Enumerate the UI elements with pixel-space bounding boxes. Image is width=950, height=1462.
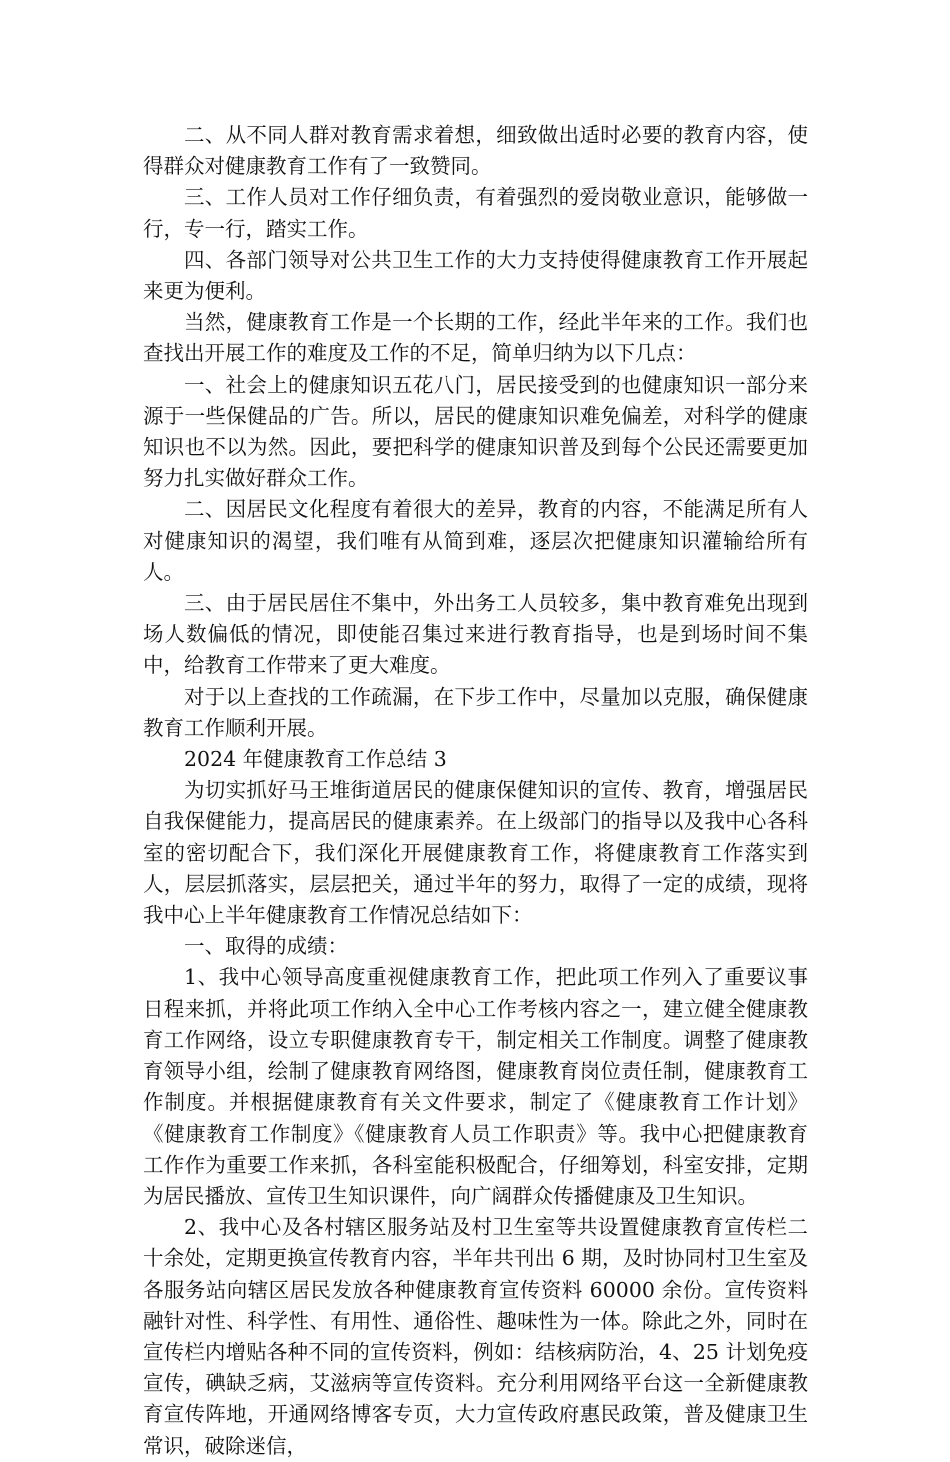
paragraph-shortcoming-2: 二、因居民文化程度有着很大的差异，教育的内容，不能满足所有人对健康知识的渴望，我们唯有从简到难，逐层次把健康知识灌输给所有人。 (143, 497, 808, 584)
paragraph-item-2: 2、我中心及各村辖区服务站及村卫生室等共设置健康教育宣传栏二十余处，定期更换宣传教育内容，半年共刊出 6 期，及时协同村卫生室及各服务站向辖区居民发放各种健康教育宣传资料 60000 余份。宣传资料融针对性、科学性、有用性、通俗性、趣味性为一体。除此之外，同时在宣传栏内增贴各种不同的宣传资料，例如：结核病防治，4、25 计划免疫宣传，碘缺乏病，艾滋病等宣传资料。充分利用网络平台这一全新健康教育宣传阵地，开通网络博客专页，大力宣传政府惠民政策，普及健康卫生常识，破除迷信， (143, 1215, 808, 1458)
paragraph-item-1: 1、我中心领导高度重视健康教育工作，把此项工作列入了重要议事日程来抓，并将此项工作纳入全中心工作考核内容之一，建立健全健康教育工作网络，设立专职健康教育专干，制定相关工作制度。调整了健康教育领导小组，绘制了健康教育网络图，健康教育岗位责任制，健康教育工作制度。并根据健康教育有关文件要求，制定了《健康教育工作计划》《健康教育工作制度》《健康教育人员工作职责》等。我中心把健康教育工作作为重要工作来抓，各科室能积极配合，仔细筹划，科室安排，定期为居民播放、宣传卫生知识课件，向广阔群众传播健康及卫生知识。 (143, 965, 808, 1208)
paragraph-shortcomings-intro: 当然，健康教育工作是一个长期的工作，经此半年来的工作。我们也查找出开展工作的难度及工作的不足，简单归纳为以下几点： (143, 310, 808, 366)
paragraph-strength-3: 三、工作人员对工作仔细负责，有着强烈的爱岗敬业意识，能够做一行，专一行，踏实工作。 (143, 185, 808, 241)
document-page (143, 120, 808, 1462)
paragraph-conclusion: 对于以上查找的工作疏漏，在下步工作中，尽量加以克服，确保健康教育工作顺利开展。 (143, 684, 808, 740)
paragraph-shortcoming-3: 三、由于居民居住不集中，外出务工人员较多，集中教育难免出现到场人数偏低的情况，即使能召集过来进行教育指导，也是到场时间不集中，给教育工作带来了更大难度。 (143, 591, 808, 678)
paragraph-section-intro: 为切实抓好马王堆街道居民的健康保健知识的宣传、教育，增强居民自我保健能力，提高居民的健康素养。在上级部门的指导以及我中心各科室的密切配合下，我们深化开展健康教育工作，将健康教育工作落实到人，层层抓落实，层层把关，通过半年的努力，取得了一定的成绩，现将我中心上半年健康教育工作情况总结如下： (143, 778, 808, 928)
section-title: 2024 年健康教育工作总结 3 (184, 747, 447, 772)
subheading-achievements: 一、取得的成绩： (184, 934, 348, 959)
paragraph-shortcoming-1: 一、社会上的健康知识五花八门，居民接受到的也健康知识一部分来源于一些保健品的广告。所以，居民的健康知识难免偏差，对科学的健康知识也不以为然。因此，要把科学的健康知识普及到每个公民还需要更加努力扎实做好群众工作。 (143, 372, 808, 491)
paragraph-strength-4: 四、各部门领导对公共卫生工作的大力支持使得健康教育工作开展起来更为便利。 (143, 247, 808, 304)
paragraph-strength-2: 二、从不同人群对教育需求着想，细致做出适时必要的教育内容，使得群众对健康教育工作有了一致赞同。 (143, 123, 808, 179)
